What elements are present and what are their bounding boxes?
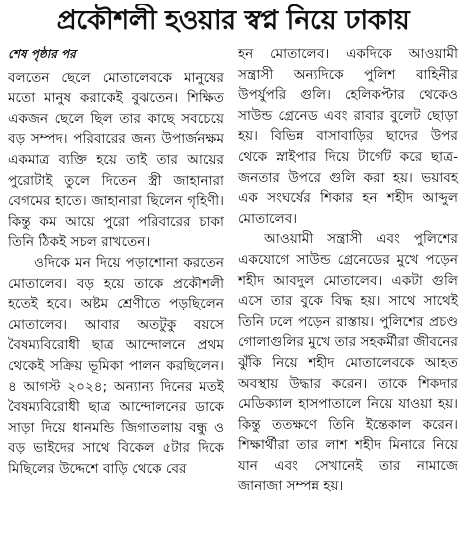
paragraph: হন মোতালেব। একদিকে আওয়ামী সন্ত্রাসী অন্যদিকে পুলিশ বাহিনীর উপর্যুপরি গুলি। হেলিকপ্টার থেকেও সাউন্ড গ্রেনেড এবং রাবার বুলেট ছোড়া হয়। বিভিন্ন বাসাবাড়ির ছাদের উপর থেকে স্নাইপার দিয়ে টার্গেট করে ছাত্র-জনতার উপরে গুলি করা হয়। ভয়াবহ এক সংঘর্ষের শিকার হন শহীদ আব্দুল মোতালেব। [238, 46, 458, 227]
article-column-right [238, 44, 458, 497]
article-column-left [8, 44, 224, 479]
paragraph: ওদিকে মন দিয়ে পড়াশোনা করতেন মোতালেব। বড় হয়ে তাকে প্রকৌশলী হতেই হবে। অষ্টম শ্রেণীতে পড়ছিলেন মোতালেব। আবার অতটুকু বয়সে বৈষম্যবিরোধী ছাত্র আন্দোলনে প্রথম থেকেই সক্রিয় ভূমিকা পালন করছিলেন। ৪ আগস্ট ২০২৪; অন্যান্য দিনের মতই বৈষম্যবিরোধী ছাত্র আন্দোলনের ডাকে সাড়া দিয়ে ধানমন্ডি জিগাতলায় বন্ধু ও বড় ভাইদের সাথে বিকেল ৫টার দিকে মিছিলের উদ্দেশে বাড়ি থেকে বের [8, 254, 224, 477]
continued-from-label: শেষ পৃষ্ঠার পর [8, 47, 76, 61]
paragraph: আওয়ামী সন্ত্রাসী এবং পুলিশের একযোগে সাউন্ড গ্রেনেডের মুখে পড়েন শহীদ আবদুল মোতালেব। একটা গুলি এসে তার বুকে বিদ্ধ হয়। সাথে সাথেই তিনি ঢলে পড়েন রাস্তায়। পুলিশের প্রচণ্ড গোলাগুলির মুখে তার সহকর্মীরা জীবনের ঝুঁকি নিয়ে শহীদ মোতালেবকে আহত অবস্থায় উদ্ধার করেন। তাকে শিকদার মেডিক্যাল হাসপাতালে নিয়ে যাওয়া হয়। কিন্তু ততক্ষণে তিনি ইন্তেকাল করেন। শিক্ষার্থীরা তার লাশ শহীদ মিনারে নিয়ে যান এবং সেখানেই তার নামাজে জানাজা সম্পন্ন হয়। [238, 231, 458, 495]
paragraph: বলতেন ছেলে মোতালেবকে মানুষের মতো মানুষ করাকেই বুঝতেন। শিক্ষিত একজন ছেলে ছিল তার কাছে সবচেয়ে বড় সম্পদ। পরিবারের জন্য উপার্জনক্ষম একমাত্র ব্যক্তি হয়ে তাই তার আয়ের পুরোটাই তুলে দিতেন স্ত্রী জাহানারা বেগমের হাতে। জাহানারা ছিলেন গৃহিণী। কিন্তু কম আয়ে পুরো পরিবারের চাকা তিনি ঠিকই সচল রাখতেন। [8, 69, 224, 251]
headline: প্রকৌশলী হওয়ার স্বপ্ন নিয়ে ঢাকায় [56, 5, 410, 36]
